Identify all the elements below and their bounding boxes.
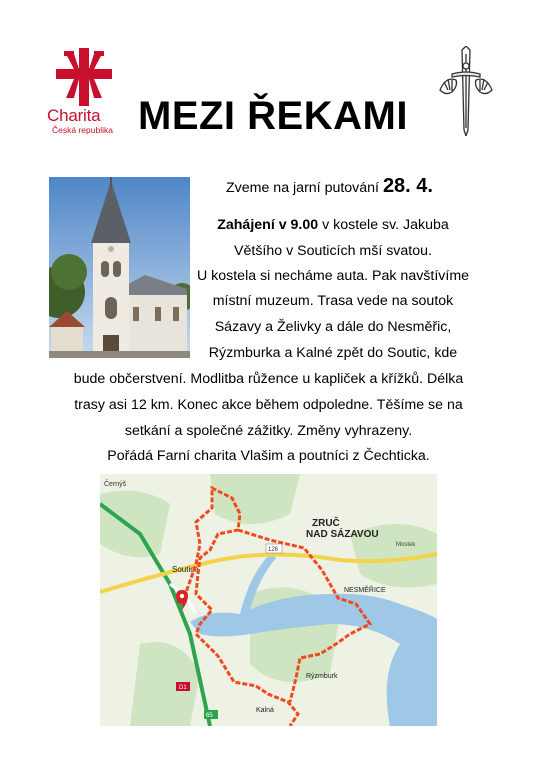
map-label-kalna: Kalná <box>256 707 274 714</box>
map-label-nesmerice: NESMĚŘICE <box>344 587 386 594</box>
road-shield-65: 65 <box>206 713 213 719</box>
route-map <box>100 474 437 726</box>
map-label-ryzmburk: Rýzmburk <box>306 673 338 680</box>
start-time: Zahájení v 9.00 <box>217 217 319 233</box>
intro-text: Zveme na jarní putování <box>226 180 383 196</box>
text-line: Rýzmburka a Kalné zpět do Soutic, kde <box>208 345 458 361</box>
text-line: bude občerstvení. Modlitba růžence u kapliček a křížků. Délka <box>73 371 464 387</box>
text-line: setkání a společné zážitky. Změny vyhrazeny. <box>124 423 413 439</box>
start-rest: v kostele sv. Jakuba <box>318 217 449 233</box>
road-shield-126: 126 <box>268 547 279 553</box>
map-label-town: ZRUČ <box>312 518 340 529</box>
logo-subtitle: Česká republika <box>52 125 113 135</box>
pilgrim-sword-shell-icon <box>438 46 494 136</box>
map-label-soutice: Soutice <box>172 565 199 574</box>
text-line: Většího v Souticích mší svatou. <box>234 243 432 259</box>
map-label-cerny: Černýš <box>104 481 127 488</box>
map-label-town2: NAD SÁZAVOU <box>306 529 379 540</box>
text-line: Pořádá Farní charita Vlašim a poutníci z Čechticka. <box>107 448 430 464</box>
event-date: 28. 4. <box>382 175 433 197</box>
text-line: místní muzeum. Trasa vede na soutok <box>212 293 454 309</box>
text-line: U kostela si necháme auta. Pak navštívíme <box>196 268 470 284</box>
intro-line <box>190 177 520 197</box>
map-label-mostek: Mostek <box>396 542 416 548</box>
logo-name: Charita <box>47 106 101 125</box>
page-title: MEZI ŘEKAMI <box>138 94 408 138</box>
road-shield-d1: D1 <box>179 685 187 691</box>
start-line <box>190 216 476 234</box>
church-photo <box>49 177 190 358</box>
text-line: trasy asi 12 km. Konec akce během odpoledne. Těšíme se na <box>74 397 463 413</box>
start-point-icon <box>177 603 183 609</box>
text-line: Sázavy a Želivky a dále do Nesměřic, <box>214 319 452 335</box>
